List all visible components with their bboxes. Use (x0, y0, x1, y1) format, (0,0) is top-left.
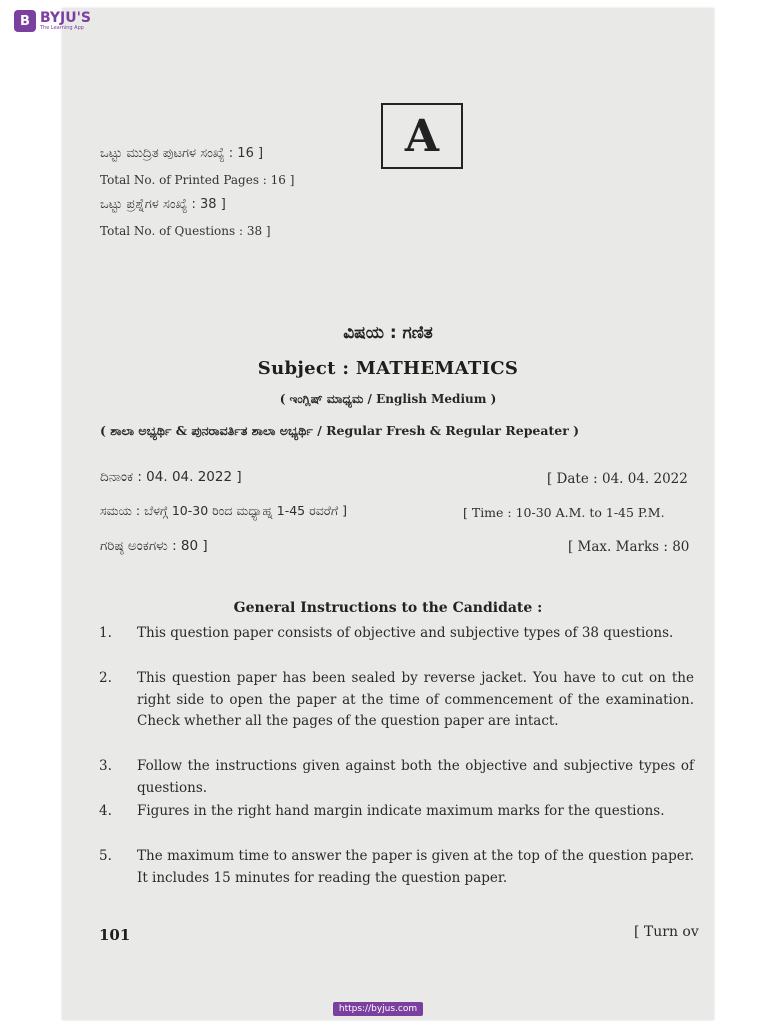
instruction-number: 1. (99, 625, 112, 641)
date-english: [ Date : 04. 04. 2022 (547, 471, 688, 487)
candidate-type: ( ಶಾಲಾ ಅಭ್ಯರ್ಥಿ & ಪುನರಾವರ್ತಿತ ಶಾಲಾ ಅಭ್ಯರ್ಥಿ / Regular Fresh & Regular Repeater ) (100, 423, 580, 438)
questions-count-english: Total No. of Questions : 38 ] (100, 224, 271, 238)
instruction-text: The maximum time to answer the paper is given at the top of the question paper. It includes 15 minutes for reading the question paper. (137, 848, 694, 886)
version-code-box: A (381, 103, 463, 169)
instruction-number: 3. (99, 758, 112, 774)
instruction-text: Follow the instructions given against both the objective and subjective types of questions. (137, 758, 694, 796)
max-marks-kannada: ಗರಿಷ್ಠ ಅಂಕಗಳು : 80 ] (100, 538, 208, 554)
logo-tagline: The Learning App (40, 25, 84, 31)
time-kannada: ಸಮಯ : ಬೆಳಗ್ಗೆ 10-30 ರಿಂದ ಮಧ್ಯಾಹ್ನ 1-45 ರವರೆಗೆ ] (100, 503, 347, 518)
questions-count-kannada: ಒಟ್ಟು ಪ್ರಶ್ನೆಗಳ ಸಂಖ್ಯೆ : 38 ] (100, 197, 226, 212)
instruction-number: 2. (99, 670, 112, 686)
instruction-item (99, 756, 694, 799)
instruction-item (99, 623, 694, 645)
paper-code: 101 (99, 926, 131, 944)
subject-title: Subject : MATHEMATICS (257, 358, 519, 379)
time-english: [ Time : 10-30 A.M. to 1-45 P.M. (463, 505, 665, 520)
instruction-item (99, 801, 694, 823)
instruction-number: 4. (99, 803, 112, 819)
instruction-text: This question paper has been sealed by reverse jacket. You have to cut on the right side to open the paper at the time of commencement of the examination. Check whether all the pages of the question paper are intact. (137, 670, 694, 729)
logo-name: BYJU'S (40, 10, 91, 26)
instruction-item (99, 668, 694, 733)
instruction-item (99, 846, 694, 889)
max-marks-english: [ Max. Marks : 80 (568, 539, 690, 555)
instruction-text: This question paper consists of objective and subjective types of 38 questions. (137, 625, 674, 641)
pages-count-english: Total No. of Printed Pages : 16 ] (100, 173, 295, 187)
logo-mark: B (14, 10, 36, 32)
pages-count-kannada: ಒಟ್ಟು ಮುದ್ರಿತ ಪುಟಗಳ ಸಂಖ್ಯೆ : 16 ] (100, 146, 264, 161)
instruction-number: 5. (99, 848, 112, 864)
subject-kannada: ವಿಷಯ : ಗಣಿತ (343, 323, 433, 343)
instruction-text: Figures in the right hand margin indicate maximum marks for the questions. (137, 803, 665, 819)
website-link[interactable]: https://byjus.com (333, 1002, 423, 1016)
date-kannada: ದಿನಾಂಕ : 04. 04. 2022 ] (100, 469, 242, 485)
instructions-heading: General Instructions to the Candidate : (233, 600, 543, 616)
turn-over-label: [ Turn ov (634, 924, 699, 940)
byjus-logo[interactable] (14, 10, 91, 32)
medium-label: ( ಇಂಗ್ಲಿಷ್ ಮಾಧ್ಯಮ / English Medium ) (279, 392, 497, 406)
